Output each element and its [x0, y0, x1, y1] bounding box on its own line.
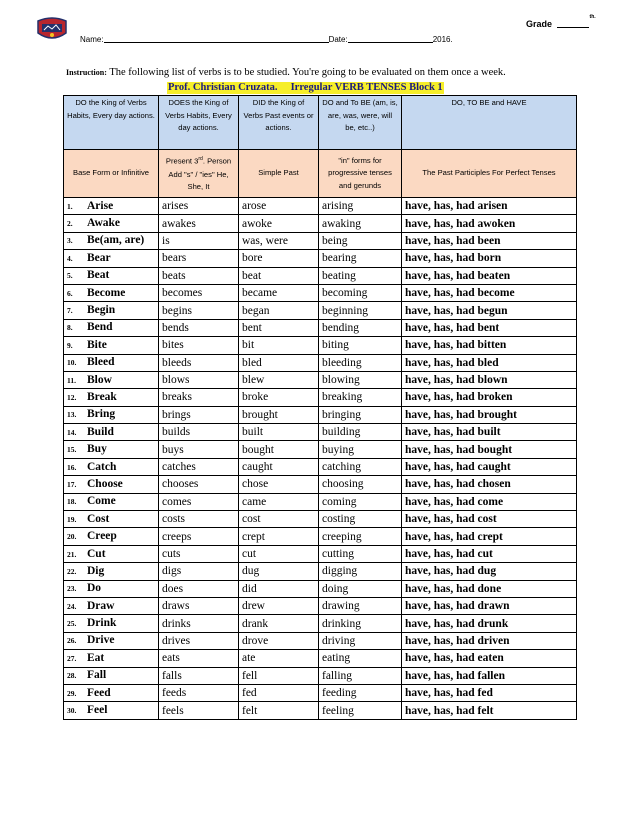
table-row	[64, 424, 577, 441]
participle-form: have, has, had built	[402, 424, 577, 441]
progressive-form: creeping	[319, 528, 402, 545]
past-form: built	[239, 424, 319, 441]
progressive-form: bringing	[319, 406, 402, 423]
progressive-form: eating	[319, 650, 402, 667]
past-form: did	[239, 580, 319, 597]
past-form: chose	[239, 476, 319, 493]
table-row	[64, 250, 577, 267]
progressive-form: beating	[319, 267, 402, 284]
past-form: was, were	[239, 232, 319, 249]
present-form: beats	[159, 267, 239, 284]
header-present: DOES the King of Verbs Habits, Every day actions.	[159, 96, 239, 150]
grade-field	[526, 14, 596, 29]
participle-form: have, has, had come	[402, 493, 577, 510]
past-form: brought	[239, 406, 319, 423]
present-form: arises	[159, 198, 239, 215]
past-form: bore	[239, 250, 319, 267]
present-form: bears	[159, 250, 239, 267]
base-form: Bleed	[87, 356, 115, 369]
present-form: cuts	[159, 545, 239, 562]
table-row	[64, 389, 577, 406]
present-form: begins	[159, 302, 239, 319]
base-form-cell	[64, 371, 159, 388]
row-number: 24.	[67, 601, 77, 611]
base-form: Eat	[87, 651, 105, 664]
past-form: came	[239, 493, 319, 510]
base-form: Catch	[87, 460, 117, 473]
progressive-form: cutting	[319, 545, 402, 562]
table-row	[64, 563, 577, 580]
table-row	[64, 371, 577, 388]
present-form: digs	[159, 563, 239, 580]
participle-form: have, has, had bent	[402, 319, 577, 336]
present-form: chooses	[159, 476, 239, 493]
header-past: DID the King of Verbs Past events or actions.	[239, 96, 319, 150]
progressive-form: falling	[319, 667, 402, 684]
table-row	[64, 267, 577, 284]
progressive-form: feeling	[319, 702, 402, 719]
base-form-cell	[64, 284, 159, 301]
participle-form: have, has, had arisen	[402, 198, 577, 215]
table-row	[64, 458, 577, 475]
present-form: eats	[159, 650, 239, 667]
row-number: 23.	[67, 584, 77, 594]
past-form: cut	[239, 545, 319, 562]
past-form: caught	[239, 458, 319, 475]
present-form: catches	[159, 458, 239, 475]
present-form: awakes	[159, 215, 239, 232]
row-number: 5.	[67, 271, 73, 281]
present-form: creeps	[159, 528, 239, 545]
base-form: Break	[87, 390, 117, 403]
row-number: 20.	[67, 532, 77, 542]
row-number: 17.	[67, 479, 77, 489]
row-number: 11.	[67, 375, 76, 385]
progressive-form: awaking	[319, 215, 402, 232]
table-row	[64, 684, 577, 701]
base-form-cell	[64, 250, 159, 267]
base-form: Buy	[87, 443, 107, 456]
base-form: Do	[87, 582, 102, 595]
present-form: drives	[159, 632, 239, 649]
past-form: beat	[239, 267, 319, 284]
participle-form: have, has, had cut	[402, 545, 577, 562]
base-form: Arise	[87, 199, 114, 212]
base-form-cell	[64, 267, 159, 284]
row-number: 4.	[67, 253, 73, 263]
progressive-form: buying	[319, 441, 402, 458]
present-form: blows	[159, 371, 239, 388]
row-number: 1.	[67, 201, 73, 211]
participle-form: have, has, had drawn	[402, 597, 577, 614]
subheader-base: Base Form or Infinitive	[64, 150, 159, 198]
progressive-form: becoming	[319, 284, 402, 301]
base-form-cell	[64, 632, 159, 649]
base-form-cell	[64, 493, 159, 510]
present-form: breaks	[159, 389, 239, 406]
table-subheader-row	[64, 150, 577, 198]
participle-form: have, has, had dug	[402, 563, 577, 580]
row-number: 9.	[67, 340, 73, 350]
row-number: 19.	[67, 514, 77, 524]
base-form: Cost	[87, 512, 110, 525]
table-row	[64, 528, 577, 545]
table-row	[64, 302, 577, 319]
row-number: 15.	[67, 445, 77, 455]
table-row	[64, 476, 577, 493]
present-form: draws	[159, 597, 239, 614]
present-form: bends	[159, 319, 239, 336]
past-form: bled	[239, 354, 319, 371]
name-blank[interactable]	[104, 34, 329, 43]
subheader-present-post: . Person Add "s" / "ies" He, She, It	[168, 157, 232, 192]
participle-form: have, has, had cost	[402, 511, 577, 528]
progressive-form: drawing	[319, 597, 402, 614]
present-form: does	[159, 580, 239, 597]
participle-form: have, has, had bled	[402, 354, 577, 371]
base-form-cell	[64, 563, 159, 580]
grade-suffix: th.	[589, 14, 596, 20]
participle-form: have, has, had done	[402, 580, 577, 597]
name-date-line	[80, 34, 453, 44]
base-form-cell	[64, 580, 159, 597]
participle-form: have, has, had drunk	[402, 615, 577, 632]
participle-form: have, has, had been	[402, 232, 577, 249]
table-row	[64, 284, 577, 301]
instruction-text: The following list of verbs is to be studied. You're going to be evaluated on them once a week.	[109, 67, 506, 78]
date-blank[interactable]	[348, 34, 433, 43]
participle-form: have, has, had chosen	[402, 476, 577, 493]
present-form: drinks	[159, 615, 239, 632]
past-form: bought	[239, 441, 319, 458]
past-form: bent	[239, 319, 319, 336]
base-form: Begin	[87, 304, 116, 317]
header-base: DO the King of Verbs Habits, Every day actions.	[64, 96, 159, 150]
progressive-form: blowing	[319, 371, 402, 388]
base-form: Blow	[87, 373, 112, 386]
base-form: Cut	[87, 547, 106, 560]
table-row	[64, 702, 577, 719]
base-form: Dig	[87, 564, 105, 577]
table-row	[64, 580, 577, 597]
base-form: Beat	[87, 269, 110, 282]
base-form-cell	[64, 198, 159, 215]
base-form-cell	[64, 528, 159, 545]
base-form: Draw	[87, 599, 115, 612]
school-logo	[35, 15, 69, 43]
table-header-row	[64, 96, 577, 150]
row-number: 3.	[67, 236, 73, 246]
progressive-form: catching	[319, 458, 402, 475]
past-form: ate	[239, 650, 319, 667]
row-number: 13.	[67, 410, 77, 420]
grade-blank[interactable]	[557, 19, 589, 28]
present-form: costs	[159, 511, 239, 528]
progressive-form: bending	[319, 319, 402, 336]
base-form: Become	[87, 286, 126, 299]
base-form-cell	[64, 597, 159, 614]
present-form: feels	[159, 702, 239, 719]
past-form: blew	[239, 371, 319, 388]
progressive-form: bleeding	[319, 354, 402, 371]
table-row	[64, 232, 577, 249]
base-form-cell	[64, 232, 159, 249]
base-form-cell	[64, 476, 159, 493]
progressive-form: doing	[319, 580, 402, 597]
table-row	[64, 354, 577, 371]
progressive-form: feeding	[319, 684, 402, 701]
past-form: bit	[239, 337, 319, 354]
progressive-form: beginning	[319, 302, 402, 319]
subheader-present	[159, 150, 239, 198]
past-form: drew	[239, 597, 319, 614]
row-number: 14.	[67, 427, 77, 437]
row-number: 12.	[67, 392, 77, 402]
subheader-present-sup: rd	[198, 156, 203, 163]
base-form: Come	[87, 495, 116, 508]
base-form: Fall	[87, 669, 107, 682]
row-number: 28.	[67, 671, 77, 681]
past-form: awoke	[239, 215, 319, 232]
past-form: began	[239, 302, 319, 319]
participle-form: have, has, had felt	[402, 702, 577, 719]
grade-label: Grade	[526, 19, 553, 29]
participle-form: have, has, had fallen	[402, 667, 577, 684]
base-form: Bring	[87, 408, 116, 421]
subheader-participle: The Past Participles For Perfect Tenses	[402, 150, 577, 198]
past-form: drank	[239, 615, 319, 632]
base-form: Feel	[87, 704, 108, 717]
base-form-cell	[64, 302, 159, 319]
participle-form: have, has, had become	[402, 284, 577, 301]
base-form-cell	[64, 424, 159, 441]
participle-form: have, has, had broken	[402, 389, 577, 406]
past-form: dug	[239, 563, 319, 580]
row-number: 25.	[67, 619, 77, 629]
table-row	[64, 406, 577, 423]
subheader-progressive: "in" forms for progressive tenses and gerunds	[319, 150, 402, 198]
progressive-form: choosing	[319, 476, 402, 493]
base-form: Creep	[87, 530, 117, 543]
past-form: felt	[239, 702, 319, 719]
participle-form: have, has, had bitten	[402, 337, 577, 354]
table-row	[64, 632, 577, 649]
table-row	[64, 215, 577, 232]
past-form: fed	[239, 684, 319, 701]
row-number: 30.	[67, 706, 77, 716]
row-number: 2.	[67, 219, 73, 229]
present-form: bleeds	[159, 354, 239, 371]
base-form-cell	[64, 545, 159, 562]
past-form: broke	[239, 389, 319, 406]
base-form: Feed	[87, 686, 111, 699]
base-form: Be(am, are)	[87, 234, 145, 247]
base-form-cell	[64, 458, 159, 475]
progressive-form: drinking	[319, 615, 402, 632]
base-form: Bite	[87, 338, 107, 351]
base-form: Choose	[87, 477, 123, 490]
progressive-form: bearing	[319, 250, 402, 267]
verb-table	[63, 95, 577, 720]
present-form: becomes	[159, 284, 239, 301]
participle-form: have, has, had fed	[402, 684, 577, 701]
participle-form: have, has, had blown	[402, 371, 577, 388]
present-form: feeds	[159, 684, 239, 701]
progressive-form: being	[319, 232, 402, 249]
past-form: cost	[239, 511, 319, 528]
header-progressive: DO and To BE (am, is, are, was, were, will be, etc..)	[319, 96, 402, 150]
base-form: Bear	[87, 251, 111, 264]
progressive-form: arising	[319, 198, 402, 215]
base-form-cell	[64, 650, 159, 667]
row-number: 7.	[67, 306, 73, 316]
table-row	[64, 615, 577, 632]
base-form-cell	[64, 337, 159, 354]
row-number: 22.	[67, 566, 77, 576]
past-form: crept	[239, 528, 319, 545]
participle-form: have, has, had brought	[402, 406, 577, 423]
table-row	[64, 545, 577, 562]
base-form: Awake	[87, 217, 121, 230]
base-form-cell	[64, 441, 159, 458]
progressive-form: driving	[319, 632, 402, 649]
present-form: builds	[159, 424, 239, 441]
present-form: bites	[159, 337, 239, 354]
base-form: Bend	[87, 321, 113, 334]
base-form-cell	[64, 702, 159, 719]
table-row	[64, 667, 577, 684]
block-heading: Prof. Christian Cruzata. Irregular VERB TENSES Block 1	[168, 82, 443, 93]
row-number: 18.	[67, 497, 77, 507]
base-form-cell	[64, 667, 159, 684]
table-row	[64, 597, 577, 614]
past-form: fell	[239, 667, 319, 684]
table-row	[64, 493, 577, 510]
base-form-cell	[64, 389, 159, 406]
base-form: Drink	[87, 617, 117, 630]
row-number: 8.	[67, 323, 73, 333]
participle-form: have, has, had begun	[402, 302, 577, 319]
row-number: 10.	[67, 358, 77, 368]
year-text: 2016.	[432, 35, 453, 44]
table-row	[64, 650, 577, 667]
participle-form: have, has, had eaten	[402, 650, 577, 667]
subheader-past: Simple Past	[239, 150, 319, 198]
participle-form: have, has, had driven	[402, 632, 577, 649]
row-number: 21.	[67, 549, 77, 559]
participle-form: have, has, had born	[402, 250, 577, 267]
past-form: arose	[239, 198, 319, 215]
row-number: 27.	[67, 653, 77, 663]
row-number: 29.	[67, 688, 77, 698]
progressive-form: breaking	[319, 389, 402, 406]
past-form: drove	[239, 632, 319, 649]
base-form-cell	[64, 684, 159, 701]
present-form: is	[159, 232, 239, 249]
table-row	[64, 511, 577, 528]
base-form-cell	[64, 215, 159, 232]
participle-form: have, has, had beaten	[402, 267, 577, 284]
progressive-form: building	[319, 424, 402, 441]
participle-form: have, has, had caught	[402, 458, 577, 475]
row-number: 6.	[67, 288, 73, 298]
participle-form: have, has, had awoken	[402, 215, 577, 232]
participle-form: have, has, had crept	[402, 528, 577, 545]
instruction	[66, 67, 506, 78]
progressive-form: costing	[319, 511, 402, 528]
header-participle: DO, TO BE and HAVE	[402, 96, 577, 150]
base-form: Build	[87, 425, 114, 438]
instruction-label: Instruction:	[66, 68, 107, 77]
base-form-cell	[64, 319, 159, 336]
base-form-cell	[64, 354, 159, 371]
row-number: 16.	[67, 462, 77, 472]
base-form-cell	[64, 511, 159, 528]
table-row	[64, 441, 577, 458]
present-form: comes	[159, 493, 239, 510]
participle-form: have, has, had bought	[402, 441, 577, 458]
date-label: Date:	[328, 35, 348, 44]
table-row	[64, 337, 577, 354]
past-form: became	[239, 284, 319, 301]
name-label: Name:	[80, 35, 104, 44]
present-form: falls	[159, 667, 239, 684]
progressive-form: biting	[319, 337, 402, 354]
present-form: brings	[159, 406, 239, 423]
base-form-cell	[64, 406, 159, 423]
progressive-form: digging	[319, 563, 402, 580]
base-form: Drive	[87, 634, 115, 647]
progressive-form: coming	[319, 493, 402, 510]
table-row	[64, 198, 577, 215]
table-row	[64, 319, 577, 336]
subheader-present-pre: Present 3	[165, 157, 199, 167]
row-number: 26.	[67, 636, 77, 646]
present-form: buys	[159, 441, 239, 458]
base-form-cell	[64, 615, 159, 632]
